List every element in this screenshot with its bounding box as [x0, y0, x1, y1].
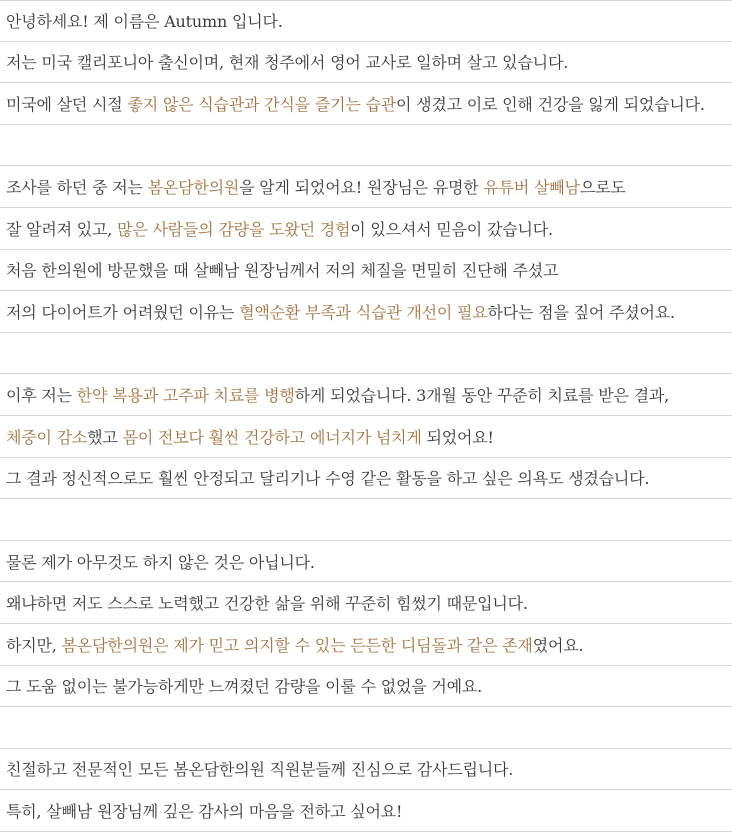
body-text: 특히, 살빼남 원장님께 깊은 감사의 마음을 전하고 싶어요!: [6, 802, 403, 822]
text-line: [0, 166, 732, 208]
text-line: [0, 374, 732, 416]
highlighted-text: 많은 사람들의 감량을 도왔던 경험: [117, 219, 351, 239]
body-text: 으로도: [579, 178, 626, 198]
body-text: 되었어요!: [421, 427, 494, 447]
text-line: [0, 208, 732, 250]
body-text: 저의 다이어트가 어려웠던 이유는: [6, 302, 240, 322]
blank-line: [0, 707, 732, 749]
body-text: 친절하고 전문적인 모든 봄온담한의원 직원분들께 진심으로 감사드립니다.: [6, 760, 514, 780]
text-line: [0, 416, 732, 458]
body-text: 안녕하세요! 제 이름은 Autumn 입니다.: [6, 12, 283, 32]
body-text: 이 있으셔서 믿음이 갔습니다.: [350, 219, 553, 239]
highlighted-text: 좋지 않은 식습관과 간식을 즐기는 습관: [127, 94, 396, 114]
text-line: [0, 291, 732, 333]
body-text: 하게 되었습니다. 3개월 동안 꾸준히 치료를 받은 결과,: [294, 386, 670, 406]
blank-line: [0, 333, 732, 375]
body-text: 하지만,: [6, 635, 62, 655]
body-text: 그 결과 정신적으로도 훨씬 안정되고 달리기나 수영 같은 활동을 하고 싶은 의욕도 생겼습니다.: [6, 469, 650, 489]
text-line: [0, 0, 732, 42]
body-text: 잘 알려져 있고,: [6, 219, 118, 239]
highlighted-text: 한약 복용과 고주파 치료를 병행: [76, 386, 295, 406]
highlighted-text: 몸이 전보다 훨씬 건강하고 에너지가 넘치게: [122, 427, 422, 447]
highlighted-text: 봄온담한의원: [147, 178, 240, 198]
blank-line: [0, 125, 732, 167]
highlighted-text: 혈액순환 부족과 식습관 개선이 필요: [239, 302, 488, 322]
body-text: 처음 한의원에 방문했을 때 살빼남 원장님께서 저의 체질을 면밀히 진단해 주셨고: [6, 261, 559, 281]
body-text: 이후 저는: [6, 386, 77, 406]
text-line: [0, 790, 732, 832]
body-text: 그 도움 없이는 불가능하게만 느껴졌던 감량을 이룰 수 없었을 거예요.: [6, 677, 483, 697]
body-text: 왜냐하면 저도 스스로 노력했고 건강한 삶을 위해 꾸준히 힘썼기 때문입니다.: [6, 594, 528, 614]
text-line: [0, 582, 732, 624]
body-text: 였어요.: [532, 635, 584, 655]
text-line: [0, 42, 732, 84]
body-text: 이 생겼고 이로 인해 건강을 잃게 되었습니다.: [395, 94, 705, 114]
body-text: 했고: [87, 427, 123, 447]
text-line: [0, 83, 732, 125]
body-text: 을 알게 되었어요! 원장님은 유명한: [239, 178, 484, 198]
blank-line: [0, 499, 732, 541]
highlighted-text: 유튜버 살빼남: [483, 178, 580, 198]
text-line: [0, 250, 732, 292]
highlighted-text: 체중이 감소: [6, 427, 88, 447]
body-text: 하다는 점을 짚어 주셨어요.: [487, 302, 675, 322]
highlighted-text: 봄온담한의원은 제가 믿고 의지할 수 있는 든든한 디딤돌과 같은 존재: [61, 635, 533, 655]
text-line: [0, 749, 732, 791]
text-line: [0, 624, 732, 666]
body-text: 저는 미국 캘리포니아 출신이며, 현재 청주에서 영어 교사로 일하며 살고 있습니다.: [6, 53, 569, 73]
body-text: 조사를 하던 중 저는: [6, 178, 148, 198]
body-text: 미국에 살던 시절: [6, 94, 128, 114]
body-text: 물론 제가 아무것도 하지 않은 것은 아닙니다.: [6, 552, 315, 572]
text-line: [0, 666, 732, 708]
text-line: [0, 458, 732, 500]
text-line: [0, 541, 732, 583]
